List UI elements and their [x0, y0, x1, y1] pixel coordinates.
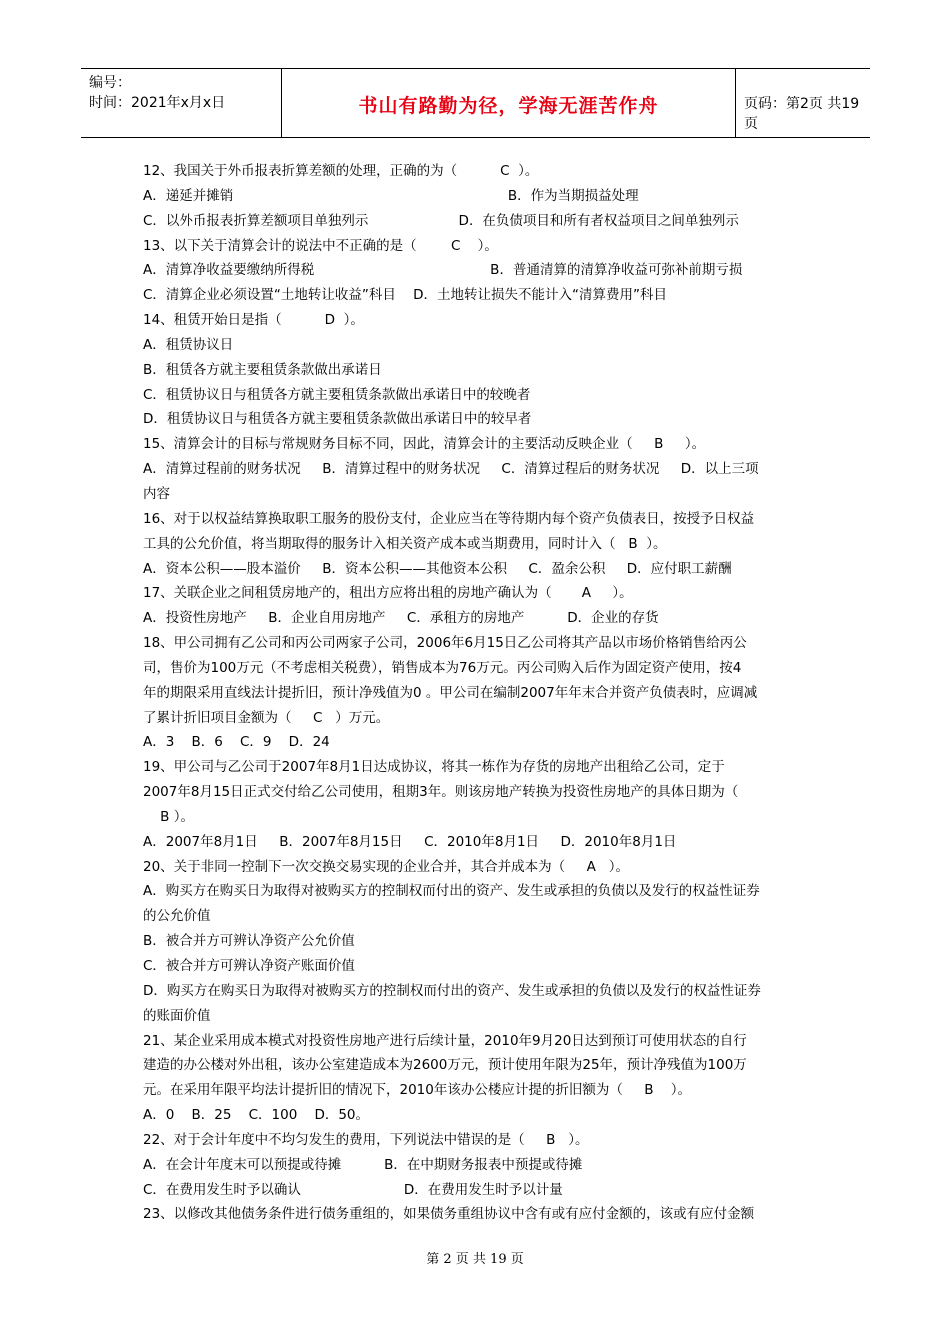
- text-line: 元。在采用年限平均法计提折旧的情况下，2010年该办公楼应计提的折旧额为（ B ）。: [143, 1082, 691, 1099]
- text-line: 22、对于会计年度中不均匀发生的费用，下列说法中错误的是（ B ）。: [143, 1131, 589, 1148]
- text-line: A．2007年8月1日 B．2007年8月15日 C．2010年8月1日 D．2010年8月1日: [143, 833, 677, 850]
- text-line: 了累计折旧项目金额为（ C ）万元。: [143, 709, 390, 726]
- text-line: D．购买方在购买日为取得对被购买方的控制权而付出的资产、发生或承担的负债以及发行的权益性证券: [143, 982, 761, 999]
- text-line: B．被合并方可辨认净资产公允价值: [143, 933, 355, 950]
- text-line: D．租赁协议日与租赁各方就主要租赁条款做出承诺日中的较早者: [143, 411, 532, 428]
- text-line: C．被合并方可辨认净资产账面价值: [143, 958, 355, 974]
- header-page-cell: [736, 69, 870, 137]
- text-line: C．以外币报表折算差额项目单独列示 D．在负债项目和所有者权益项目之间单独列示: [143, 212, 739, 229]
- text-line: A．在会计年度末可以预提或待摊 B．在中期财务报表中预提或待摊: [143, 1156, 583, 1173]
- text-line: 23、以修改其他债务条件进行债务重组的，如果债务重组协议中含有或有应付金额的，该或有应付金额: [143, 1206, 755, 1223]
- text-line: 的账面价值: [143, 1007, 211, 1024]
- text-line: 13、以下关于清算会计的说法中不正确的是（ C ）。: [143, 237, 498, 254]
- text-line: C．租赁协议日与租赁各方就主要租赁条款做出承诺日中的较晚者: [143, 386, 531, 403]
- text-line: 工具的公允价值，将当期取得的服务计入相关资产成本或当期费用，同时计入（ B ）。: [143, 535, 667, 552]
- document-time: 时间：2021年x月x日: [89, 95, 226, 111]
- text-line: 21、某企业采用成本模式对投资性房地产进行后续计量，2010年9月20日达到预订可使用状态的自行: [143, 1032, 747, 1049]
- text-line: 16、对于以权益结算换取职工服务的股份支付，企业应当在等待期内每个资产负债表日，按授予日权益: [143, 510, 755, 527]
- text-line: 17、关联企业之间租赁房地产的，租出方应将出租的房地产确认为（ A ）。: [143, 585, 633, 602]
- text-line: A．租赁协议日: [143, 336, 234, 353]
- question-list: [143, 159, 808, 1227]
- text-line: 12、我国关于外币报表折算差额的处理，正确的为（ C ）。: [143, 163, 539, 179]
- header-motto-cell: [282, 69, 736, 137]
- document-number: 编号：: [89, 75, 131, 91]
- text-line: A．购买方在购买日为取得对被购买方的控制权而付出的资产、发生或承担的负债以及发行的权益性证券: [143, 883, 760, 900]
- text-line: 18、甲公司拥有乙公司和丙公司两家子公司，2006年6月15日乙公司将其产品以市场价格销售给丙公: [143, 635, 747, 652]
- text-line: 的公允价值: [143, 908, 211, 925]
- text-line: A．资本公积——股本溢价 B．资本公积——其他资本公积 C．盈余公积 D．应付职工薪酬: [143, 560, 732, 577]
- text-line: C．清算企业必须设置“土地转让收益”科目 D．土地转让损失不能计入“清算费用”科目: [143, 287, 667, 304]
- text-line: A．3 B．6 C．9 D．24: [143, 734, 330, 751]
- text-line: 20、关于非同一控制下一次交换交易实现的企业合并，其合并成本为（ A ）。: [143, 858, 629, 875]
- text-line: A．清算净收益要缴纳所得税 B．普通清算的清算净收益可弥补前期亏损: [143, 262, 743, 279]
- text-line: B ）。: [143, 808, 194, 825]
- motto: 书山有路勤为径，学海无涯苦作舟: [358, 95, 659, 117]
- text-line: 2007年8月15日正式交付给乙公司使用，租期3年。则该房地产转换为投资性房地产的具体日期为（: [143, 784, 739, 801]
- text-line: 内容: [143, 485, 170, 502]
- page-footer: 第 2 页 共 19 页: [426, 1252, 524, 1267]
- text-line: 年的期限采用直线法计提折旧，预计净残值为0 。甲公司在编制2007年年末合并资产负债表时，应调减: [143, 684, 758, 701]
- text-line: C．在费用发生时予以确认 D．在费用发生时予以计量: [143, 1181, 563, 1198]
- text-line: 19、甲公司与乙公司于2007年8月1日达成协议，将其一栋作为存货的房地产出租给乙公司，定于: [143, 759, 725, 776]
- text-line: A．递延并摊销 B．作为当期损益处理: [143, 187, 639, 204]
- page-indicator: 页码：第2页 共19页: [744, 96, 860, 132]
- header-info-cell: [81, 69, 282, 137]
- text-line: A．0 B．25 C．100 D．50。: [143, 1107, 370, 1124]
- text-line: A．清算过程前的财务状况 B．清算过程中的财务状况 C．清算过程后的财务状况 D．以上三项: [143, 461, 759, 478]
- text-line: 建造的办公楼对外出租，该办公室建造成本为2600万元，预计使用年限为25年，预计净残值为100万: [143, 1057, 747, 1074]
- text-line: 15、清算会计的目标与常规财务目标不同，因此，清算会计的主要活动反映企业（ B ）。: [143, 436, 706, 453]
- text-line: B．租赁各方就主要租赁条款做出承诺日: [143, 361, 382, 378]
- page-header: [81, 68, 870, 138]
- text-line: 14、租赁开始日是指（ D ）。: [143, 312, 364, 329]
- text-line: A．投资性房地产 B．企业自用房地产 C．承租方的房地产 D．企业的存货: [143, 610, 659, 627]
- text-line: 司，售价为100万元（不考虑相关税费），销售成本为76万元。丙公司购入后作为固定资产使用，按4: [143, 659, 742, 676]
